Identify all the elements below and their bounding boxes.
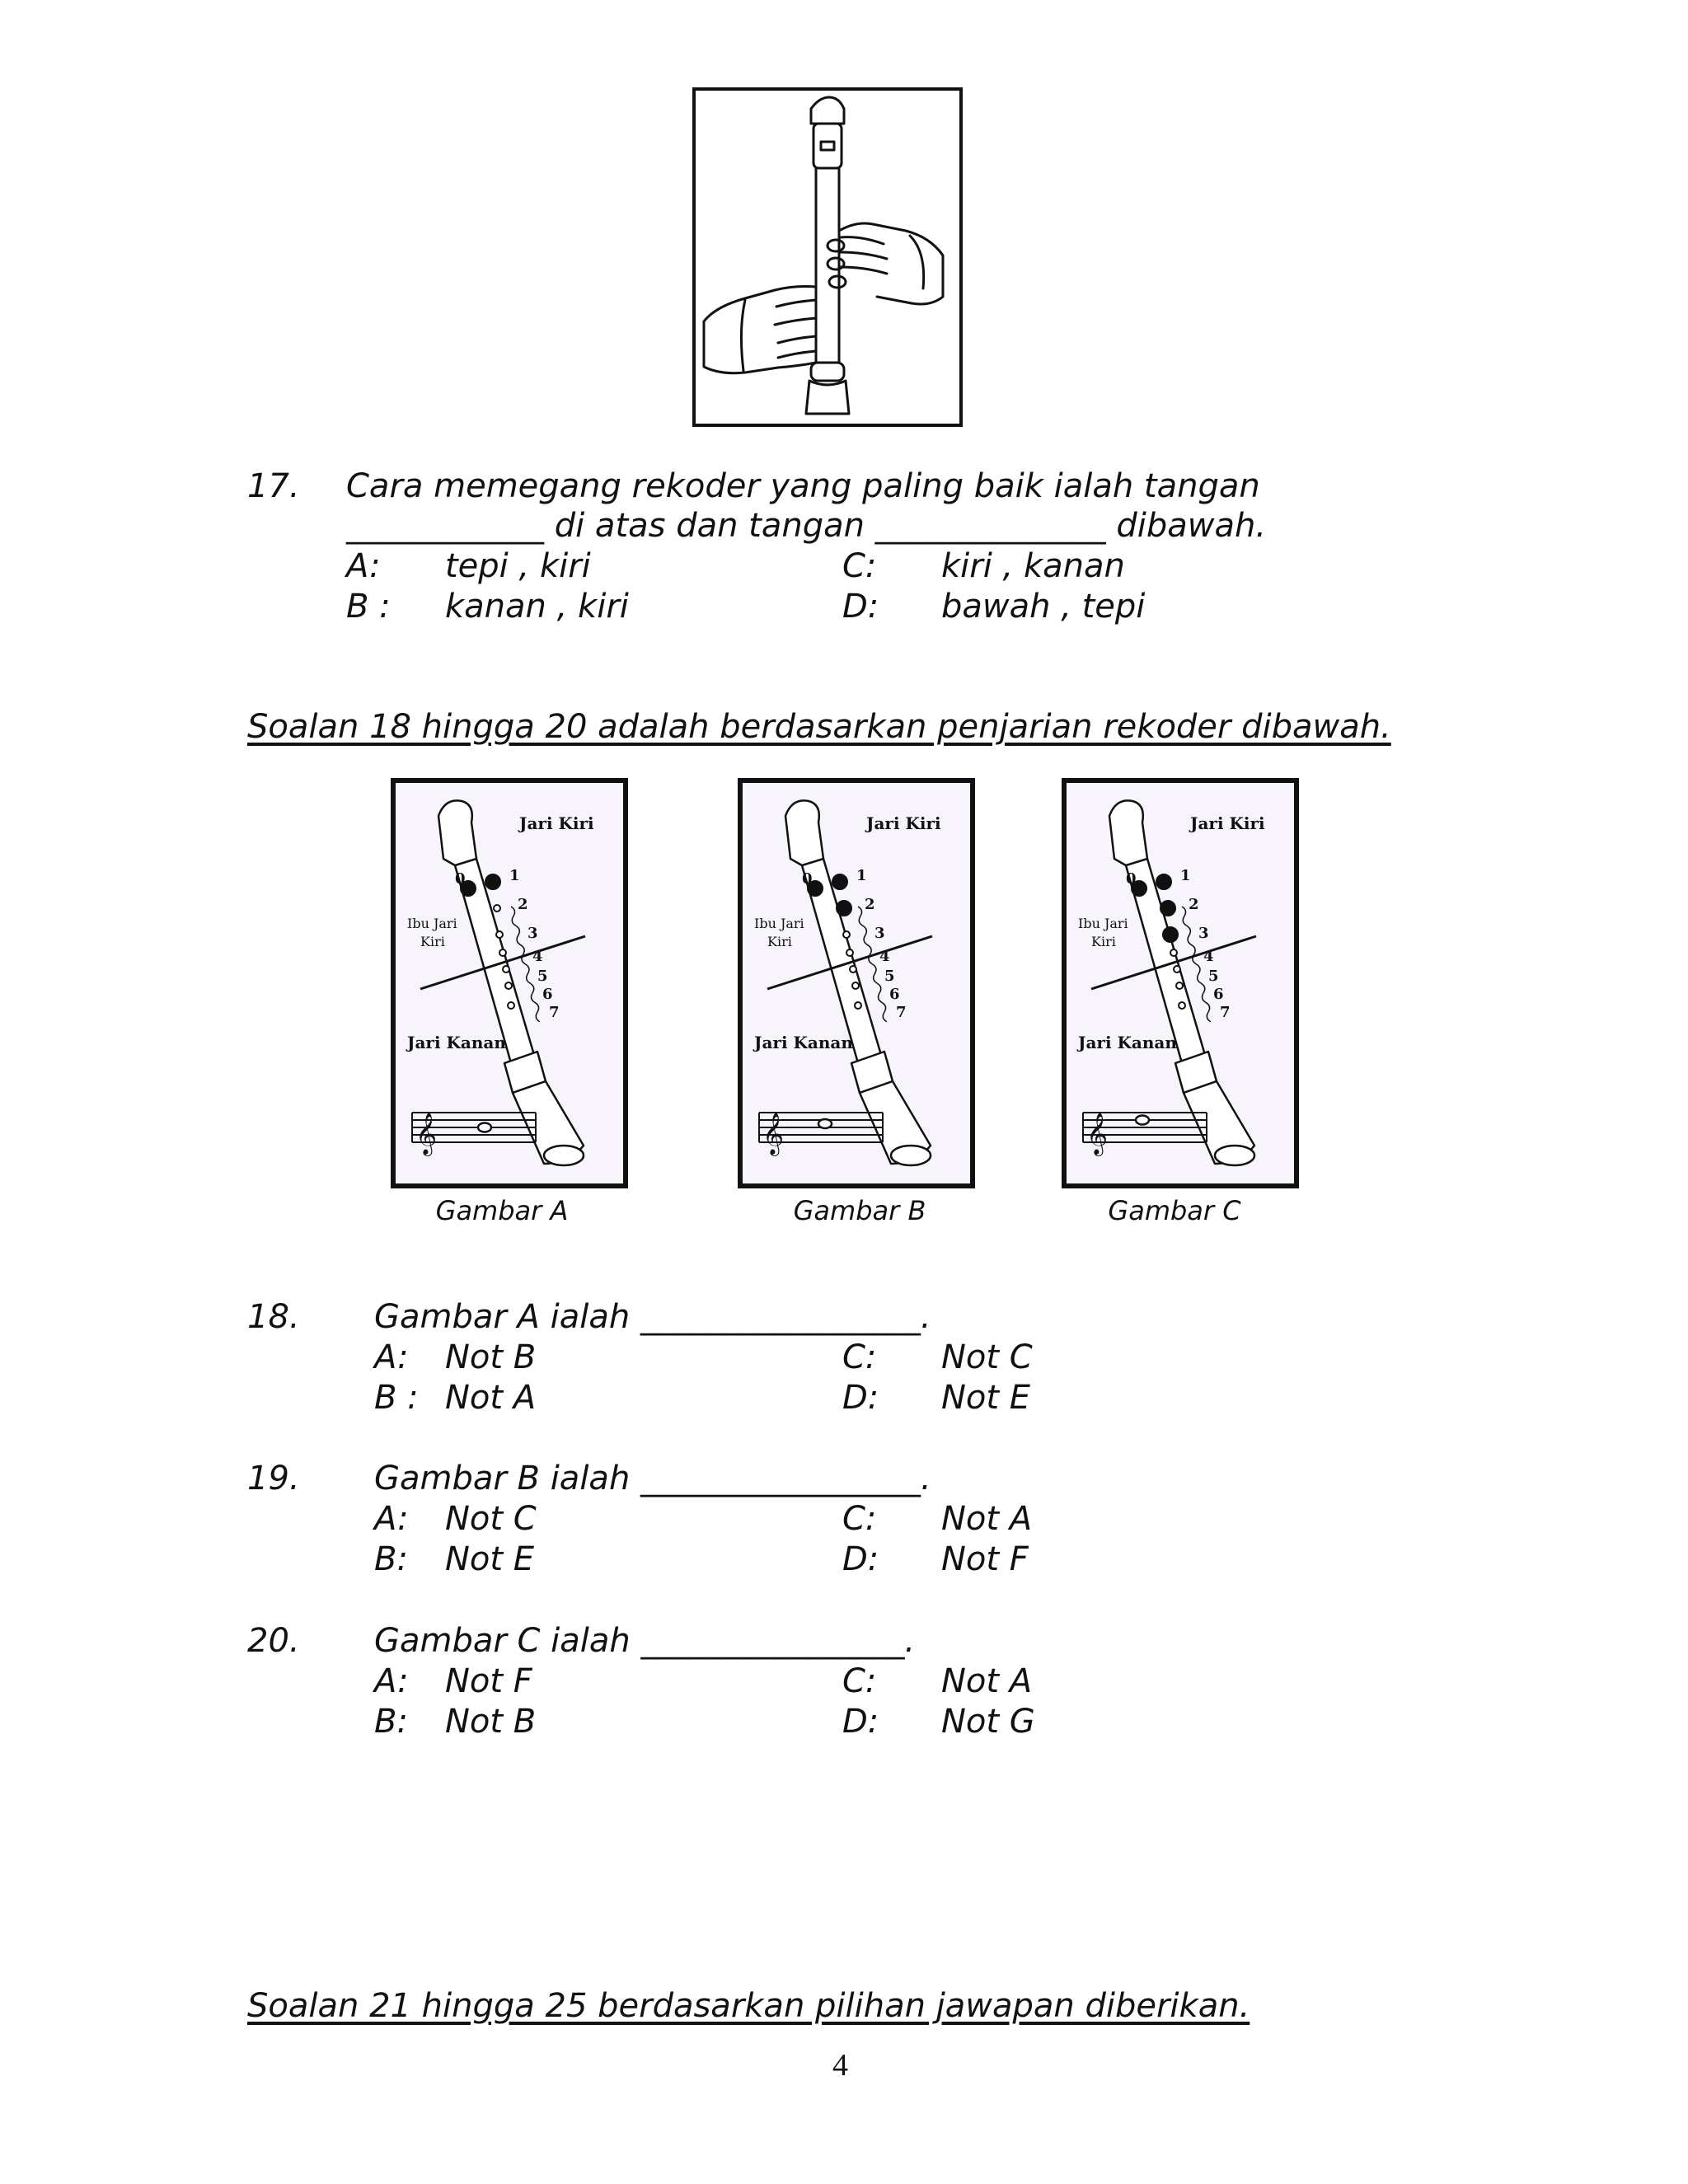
hole-number-6: 6 [889,986,900,1003]
recorder-bell-opening [1215,1146,1254,1165]
q20-option-b-key: B: [374,1703,408,1741]
q20-option-a-key: A: [374,1662,409,1700]
hole-number-4: 4 [879,948,890,965]
hole-2-covered [837,901,851,916]
hole-2-covered [1160,901,1175,916]
q19-number: 19. [247,1460,300,1497]
hole-4-open [499,949,506,956]
hole-1-covered [485,874,500,889]
hole-number-1: 1 [856,867,867,884]
q19-option-d-key: D: [842,1540,879,1578]
hole-number-4: 4 [1203,948,1214,965]
hole-number-5: 5 [884,968,895,985]
hole-number-5: 5 [537,968,548,985]
label-jari-kiri: Jari Kiri [519,813,594,833]
hole-3-open [843,931,850,938]
q17-stem-line1: Cara memegang rekoder yang paling baik ialah tangan [346,467,1260,505]
q20-option-d-key: D: [842,1703,879,1741]
hole-7-open [508,1002,514,1009]
hole-5-open [503,966,509,972]
q20-option-a-text: Not F [445,1662,532,1700]
hole-number-3: 3 [528,925,538,942]
hole-4-open [846,949,853,956]
figure-c [1062,778,1299,1188]
fingering-chart-c [1067,783,1294,1183]
q18-option-c-key: C: [842,1338,877,1376]
label-jari-kanan: Jari Kanan [407,1033,506,1052]
q19-option-b-text: Not E [445,1540,535,1578]
label-ibu-jari: Ibu Jari [1078,916,1128,931]
recorder-hands-illustration [692,87,963,427]
hole-number-0: 0 [1126,870,1137,888]
q17-stem-line2: ____________ di atas dan tangan ______________ dibawah. [346,507,1267,545]
figure-c-caption: Gambar C [1108,1195,1241,1226]
label-kiri: Kiri [767,934,792,949]
hole-number-3: 3 [1198,925,1209,942]
recorder-mouthpiece [438,800,476,866]
treble-clef-icon: 𝄞 [1086,1113,1109,1155]
q20-number: 20. [247,1622,300,1660]
treble-clef-icon: 𝄞 [415,1113,438,1155]
hole-number-5: 5 [1208,968,1219,985]
q19-option-a-text: Not C [445,1500,537,1538]
hole-number-4: 4 [532,948,543,965]
hole-number-2: 2 [865,896,875,913]
section-heading-21-25: Soalan 21 hingga 25 berdasarkan pilihan jawapan diberikan. [247,1987,1250,2025]
hole-6-open [852,982,859,989]
q18-number: 18. [247,1298,300,1336]
q20-option-c-text: Not A [941,1662,1033,1700]
q20-option-d-text: Not G [941,1703,1035,1741]
q19-option-a-key: A: [374,1500,409,1538]
q17-option-c-key: C: [842,547,877,585]
q17-option-b-key: B : [346,588,391,626]
hole-number-2: 2 [518,896,528,913]
q19-option-c-key: C: [842,1500,877,1538]
hole-number-7: 7 [896,1004,907,1021]
recorder-mouthpiece [1109,800,1147,866]
hole-number-7: 7 [549,1004,560,1021]
q18-option-a-text: Not B [445,1338,537,1376]
label-ibu-jari: Ibu Jari [407,916,457,931]
q19-option-c-text: Not A [941,1500,1033,1538]
page-number: 4 [832,2048,848,2083]
note-head [478,1123,491,1132]
q19-option-d-text: Not F [941,1540,1029,1578]
q20-option-b-text: Not B [445,1703,537,1741]
recorder-hands-drawing [696,91,959,424]
hole-number-7: 7 [1220,1004,1231,1021]
label-jari-kiri: Jari Kiri [1190,813,1265,833]
treble-clef-icon: 𝄞 [762,1113,785,1155]
label-ibu-jari: Ibu Jari [754,916,804,931]
q18-option-d-text: Not E [941,1379,1031,1417]
q18-stem: Gambar A ialah _________________. [374,1298,931,1336]
hole-number-1: 1 [509,867,520,884]
fingering-chart-b [743,783,970,1183]
hole-number-0: 0 [455,870,466,888]
label-kiri: Kiri [420,934,445,949]
q18-option-b-text: Not A [445,1379,537,1417]
figure-a-caption: Gambar A [435,1195,569,1226]
q17-number: 17. [247,467,300,505]
q17-option-d-text: bawah , tepi [941,588,1146,626]
recorder-bell-opening [544,1146,584,1165]
recorder-bell-opening [891,1146,931,1165]
figure-a [391,778,628,1188]
q18-option-b-key: B : [374,1379,419,1417]
hole-number-6: 6 [1213,986,1224,1003]
q18-option-c-text: Not C [941,1338,1033,1376]
hole-5-open [1174,966,1180,972]
label-jari-kiri: Jari Kiri [866,813,941,833]
hole-7-open [1179,1002,1185,1009]
hole-number-2: 2 [1189,896,1199,913]
q17-option-c-text: kiri , kanan [941,547,1125,585]
label-jari-kanan: Jari Kanan [754,1033,853,1052]
hole-2-open [494,905,500,912]
q17-option-b-text: kanan , kiri [445,588,629,626]
recorder-mouthpiece [785,800,823,866]
hole-7-open [855,1002,861,1009]
q17-option-d-key: D: [842,588,879,626]
fingering-chart-a [396,783,623,1183]
figure-b [738,778,975,1188]
q20-stem: Gambar C ialah ________________. [374,1622,916,1660]
q20-option-c-key: C: [842,1662,877,1700]
label-jari-kanan: Jari Kanan [1078,1033,1177,1052]
q17-option-a-key: A: [346,547,381,585]
hole-number-3: 3 [874,925,885,942]
hole-number-1: 1 [1180,867,1191,884]
hole-3-covered [1163,927,1178,942]
section-heading-18-20: Soalan 18 hingga 20 adalah berdasarkan penjarian rekoder dibawah. [247,708,1391,746]
label-kiri: Kiri [1091,934,1116,949]
q19-stem: Gambar B ialah _________________. [374,1460,931,1497]
hole-number-0: 0 [802,870,813,888]
hole-5-open [850,966,856,972]
hole-6-open [1176,982,1183,989]
hole-6-open [505,982,512,989]
note-head [818,1119,832,1128]
q19-option-b-key: B: [374,1540,408,1578]
figure-b-caption: Gambar B [793,1195,926,1226]
hole-1-covered [1156,874,1171,889]
hole-1-covered [832,874,847,889]
q18-option-a-key: A: [374,1338,409,1376]
q18-option-d-key: D: [842,1379,879,1417]
hole-number-6: 6 [542,986,553,1003]
note-head [1136,1116,1149,1125]
hole-3-open [496,931,503,938]
q17-option-a-text: tepi , kiri [445,547,591,585]
hole-4-open [1170,949,1177,956]
